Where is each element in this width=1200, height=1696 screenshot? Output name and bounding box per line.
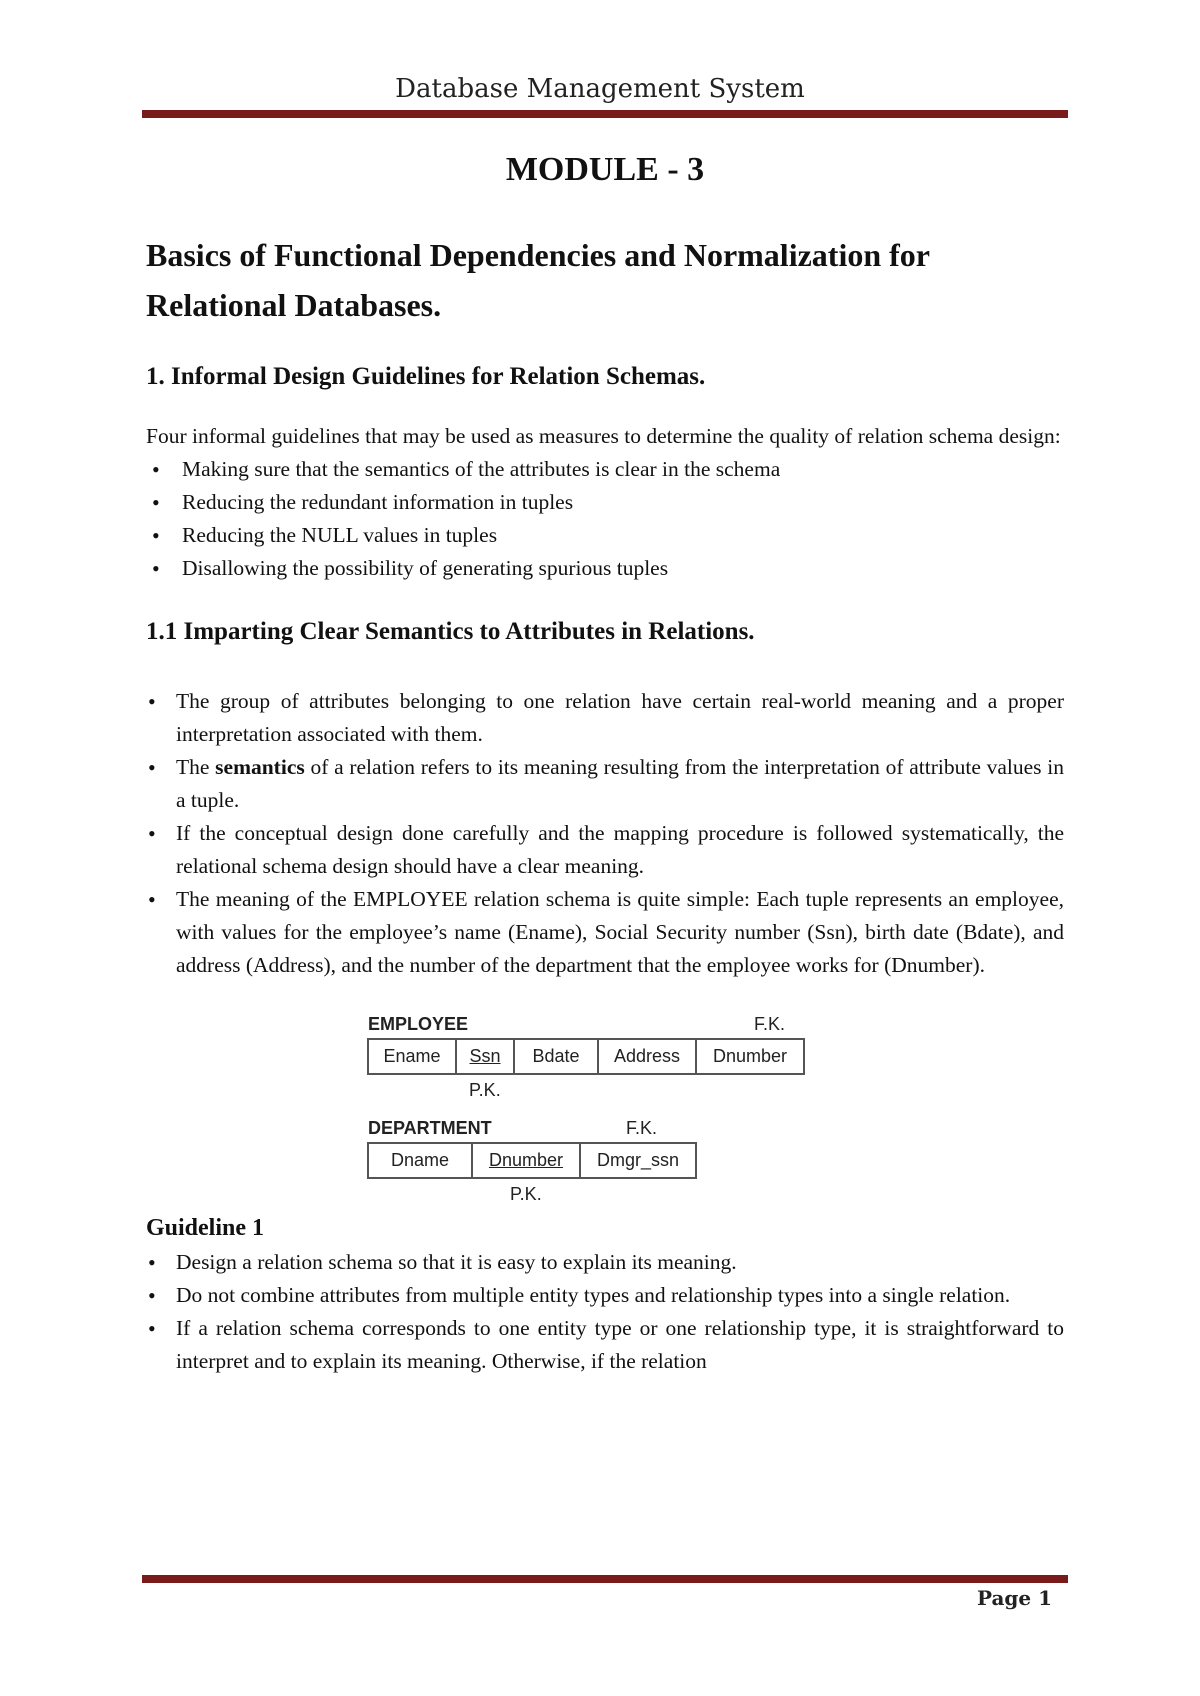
attribute-cell: Ename — [368, 1039, 456, 1074]
list-item: • Do not combine attributes from multiple entity types and relationship types into a single relation. — [146, 1279, 1064, 1312]
relation-schema-figure — [146, 1002, 1064, 1210]
header-rule — [142, 110, 1068, 118]
guideline-1-list — [146, 1246, 1064, 1378]
attribute-cell: Address — [598, 1039, 696, 1074]
department-relation-name: DEPARTMENT — [368, 1118, 492, 1138]
employee-schema-table — [367, 1038, 805, 1075]
attribute-cell: Bdate — [514, 1039, 598, 1074]
attribute-cell: Dname — [368, 1143, 472, 1178]
page-content — [146, 150, 1064, 1378]
section-1-1-heading: 1.1 Imparting Clear Semantics to Attributes in Relations. — [146, 618, 755, 645]
list-item: • The group of attributes belonging to one relation have certain real-world meaning and a proper interpretation associated with them. — [146, 685, 1064, 751]
list-item: • If a relation schema corresponds to one entity type or one relationship type, it is straightforward to interpret and to explain its meaning. Otherwise, if the relation — [146, 1312, 1064, 1378]
employee-fk-label: F.K. — [754, 1014, 786, 1034]
employee-relation-name: EMPLOYEE — [368, 1014, 469, 1034]
list-item: • Design a relation schema so that it is easy to explain its meaning. — [146, 1246, 1064, 1279]
list-item: • Making sure that the semantics of the attributes is clear in the schema — [146, 453, 1064, 486]
section-1-intro: Four informal guidelines that may be used as measures to determine the quality of relation schema design: — [146, 424, 1061, 448]
department-schema-table — [367, 1142, 697, 1179]
guideline-measures-list — [146, 453, 1064, 585]
employee-pk-label: P.K. — [469, 1080, 501, 1100]
semantics-term: semantics — [215, 755, 305, 779]
document-title: Basics of Functional Dependencies and Normalization for Relational Databases. — [146, 237, 930, 323]
attribute-cell: Dnumber — [696, 1039, 804, 1074]
attribute-cell: Ssn — [456, 1039, 514, 1074]
module-title: MODULE - 3 — [505, 151, 705, 188]
semantics-list — [146, 685, 1064, 982]
department-pk-label: P.K. — [510, 1184, 542, 1204]
page-number: Page 1 — [976, 1586, 1052, 1610]
running-header: Database Management System — [395, 74, 805, 104]
list-item: • The semantics of a relation refers to its meaning resulting from the interpretation of attribute values in a tuple. — [146, 751, 1064, 817]
attribute-cell: Dnumber — [472, 1143, 580, 1178]
department-fk-label: F.K. — [626, 1118, 658, 1138]
footer-rule — [142, 1575, 1068, 1583]
list-item: • Disallowing the possibility of generating spurious tuples — [146, 552, 1064, 585]
guideline-1-heading: Guideline 1 — [146, 1215, 265, 1241]
section-1-heading: 1. Informal Design Guidelines for Relation Schemas. — [146, 363, 706, 390]
list-item: • Reducing the redundant information in tuples — [146, 486, 1064, 519]
list-item: • Reducing the NULL values in tuples — [146, 519, 1064, 552]
list-item: • The meaning of the EMPLOYEE relation schema is quite simple: Each tuple represents an employee, with values for the employee’s name (Ename), Social Security number (Ssn), birth date (Bdate), and address (Address), and the number of the department that the employee works for (Dnumber). — [146, 883, 1064, 982]
attribute-cell: Dmgr_ssn — [580, 1143, 696, 1178]
list-item: • If the conceptual design done carefully and the mapping procedure is followed systematically, the relational schema design should have a clear meaning. — [146, 817, 1064, 883]
